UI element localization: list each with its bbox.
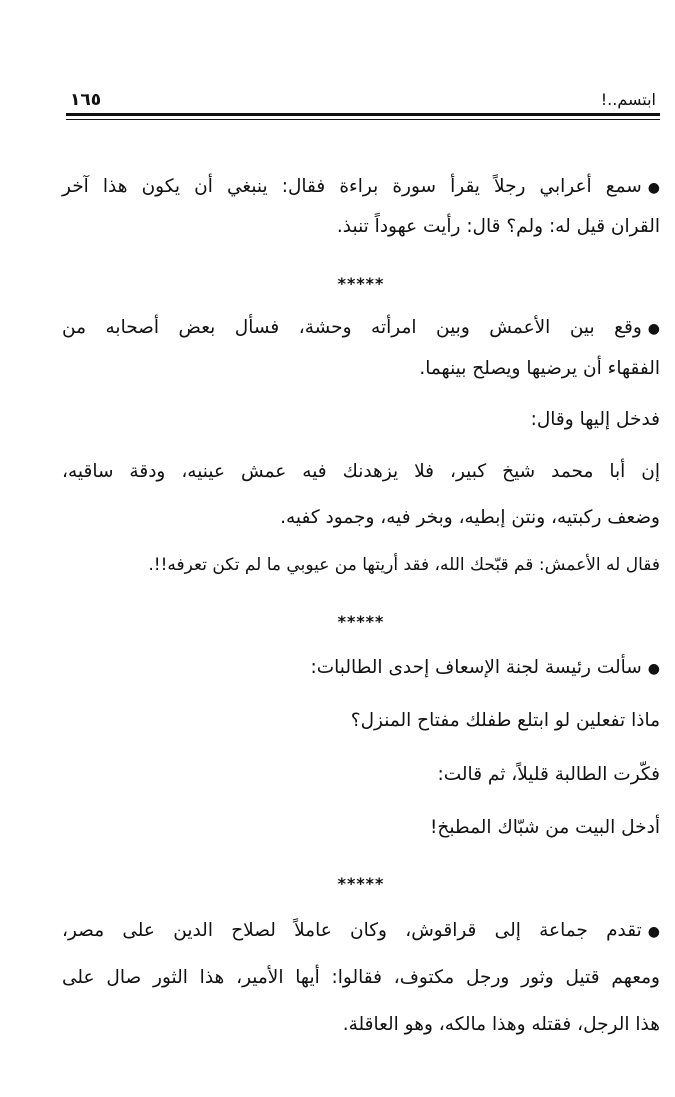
text-line: فكّرت الطالبة قليلاً، ثم قالت: xyxy=(437,764,660,785)
text-line: ●تقدم جماعة إلى قراقوش، وكان عاملاً لصلاح الدين على مصر، xyxy=(62,916,660,946)
bullet-icon: ● xyxy=(647,321,660,337)
text-line: أدخل البيت من شبّاك المطبخ! xyxy=(429,817,660,838)
section-separator: ***** xyxy=(337,274,385,293)
text-line: هذا الرجل، فقتله وهذا مالكه، وهو العاقلة. xyxy=(342,1014,660,1035)
text-line: القران قيل له: ولم؟ قال: رأيت عهوداً تنبذ. xyxy=(336,216,660,237)
text-line: وضعف ركبتيه، ونتن إبطيه، وبخر فيه، وجمود كفيه. xyxy=(280,507,660,528)
page-number: ١٦٥ xyxy=(70,90,102,110)
section-separator: ***** xyxy=(337,612,385,631)
body-text xyxy=(62,0,660,1097)
text-line: ●وقع بين الأعمش وبين امرأته وحشة، فسأل بعض أصحابه من xyxy=(62,313,660,343)
text-line: الفقهاء أن يرضيها ويصلح بينهما. xyxy=(419,358,660,379)
text-line: ماذا تفعلين لو ابتلع طفلك مفتاح المنزل؟ xyxy=(350,710,660,731)
text-line: ●سمع أعرابي رجلاً يقرأ سورة براءة فقال: ينبغي أن يكون هذا آخر xyxy=(62,172,660,202)
bullet-icon: ● xyxy=(647,661,660,677)
text-line: إن أبا محمد شيخ كبير، فلا يزهدنك فيه عمش عينيه، ودقة ساقيه، xyxy=(62,461,660,482)
running-title: ابتسم..! xyxy=(600,90,656,109)
bullet-icon: ● xyxy=(647,924,660,940)
text-line: ومعهم قتيل وثور ورجل مكتوف، فقالوا: أيها الأمير، هذا الثور صال على xyxy=(62,967,660,988)
text-line: ●سألت رئيسة لجنة الإسعاف إحدى الطالبات: xyxy=(62,653,660,683)
bullet-icon: ● xyxy=(647,180,660,196)
section-separator: ***** xyxy=(337,874,385,893)
text-line: فقال له الأعمش: قم قبّحك الله، فقد أريتها من عيوبي ما لم تكن تعرفه!!. xyxy=(148,555,660,575)
text-line: فدخل إليها وقال: xyxy=(530,409,660,430)
